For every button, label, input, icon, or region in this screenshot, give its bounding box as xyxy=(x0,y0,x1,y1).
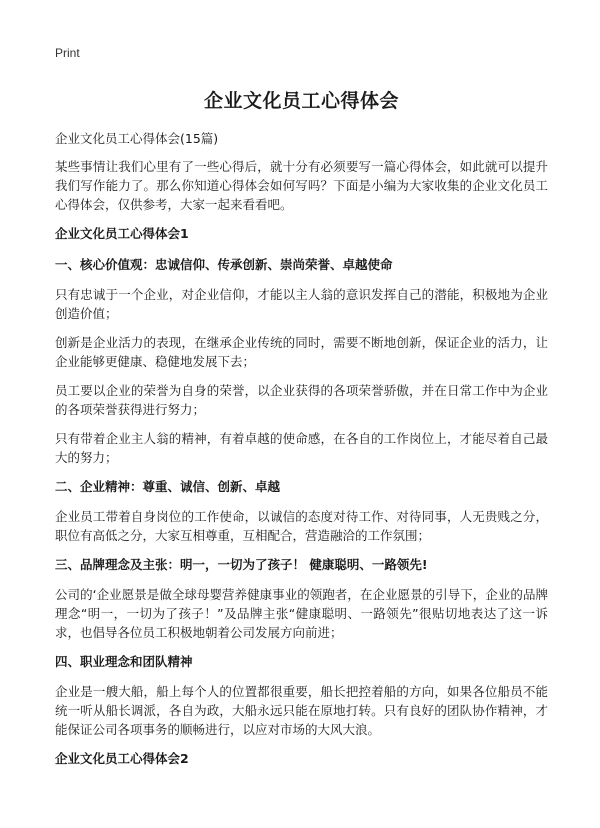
paragraph-innovation: 创新是企业活力的表现，在继承企业传统的同时，需要不断地创新，保证企业的活力，让企业能够更健康、稳健地发展下去； xyxy=(55,335,548,369)
document-subtitle: 企业文化员工心得体会(15篇) xyxy=(55,131,219,146)
print-link[interactable]: Print xyxy=(55,46,80,60)
subheading-brand-concept: 三、品牌理念及主张：明一，一切为了孩子！ 健康聪明、一路领先! xyxy=(55,557,428,572)
section-heading-1: 企业文化员工心得体会1 xyxy=(55,226,189,241)
section-heading-2: 企业文化员工心得体会2 xyxy=(55,751,189,766)
subheading-teamwork: 四、职业理念和团队精神 xyxy=(55,654,193,669)
paragraph-brand-vision: 公司的‘企业愿景是做全球母婴营养健康事业的领跑者，在企业愿景的引导下，企业的品牌理念“明一，一切为了孩子！”及品牌主张“健康聪明、一路领先”很贴切地表达了这一诉求，也倡导各位员工积极地朝着公司发展方向前进； xyxy=(55,587,548,640)
paragraph-respect: 企业员工带着自身岗位的工作使命，以诚信的态度对待工作、对待同事，人无贵贱之分，职位有高低之分，大家互相尊重，互相配合，营造融洽的工作氛围； xyxy=(55,509,548,543)
subheading-core-values: 一、核心价值观：忠诚信仰、传承创新、崇尚荣誉、卓越使命 xyxy=(55,257,393,272)
paragraph-loyalty: 只有忠诚于一个企业，对企业信仰，才能以主人翁的意识发挥自己的潜能，积极地为企业创造价值； xyxy=(55,287,548,321)
paragraph-honor: 员工要以企业的荣誉为自身的荣誉，以企业获得的各项荣誉骄傲，并在日常工作中为企业的各项荣誉获得进行努力； xyxy=(55,383,548,417)
page-title: 企业文化员工心得体会 xyxy=(203,90,399,112)
paragraph-ship-metaphor: 企业是一艘大船，船上每个人的位置都很重要，船长把控着船的方向，如果各位船员不能统一听从船长调派，各自为政，大船永远只能在原地打转。只有良好的团队协作精神，才能保证公司各项事务的顺畅进行，以应对市场的大风大浪。 xyxy=(55,684,548,737)
paragraph-mission: 只有带着企业主人翁的精神，有着卓越的使命感，在各自的工作岗位上，才能尽着自己最大的努力； xyxy=(55,431,548,465)
subheading-enterprise-spirit: 二、企业精神：尊重、诚信、创新、卓越 xyxy=(55,479,281,494)
intro-paragraph: 某些事情让我们心里有了一些心得后，就十分有必须要写一篇心得体会，如此就可以提升我们写作能力了。那么你知道心得体会如何写吗？下面是小编为大家收集的企业文化员工心得体会，仅供参考，大家一起来看看吧。 xyxy=(55,159,548,212)
